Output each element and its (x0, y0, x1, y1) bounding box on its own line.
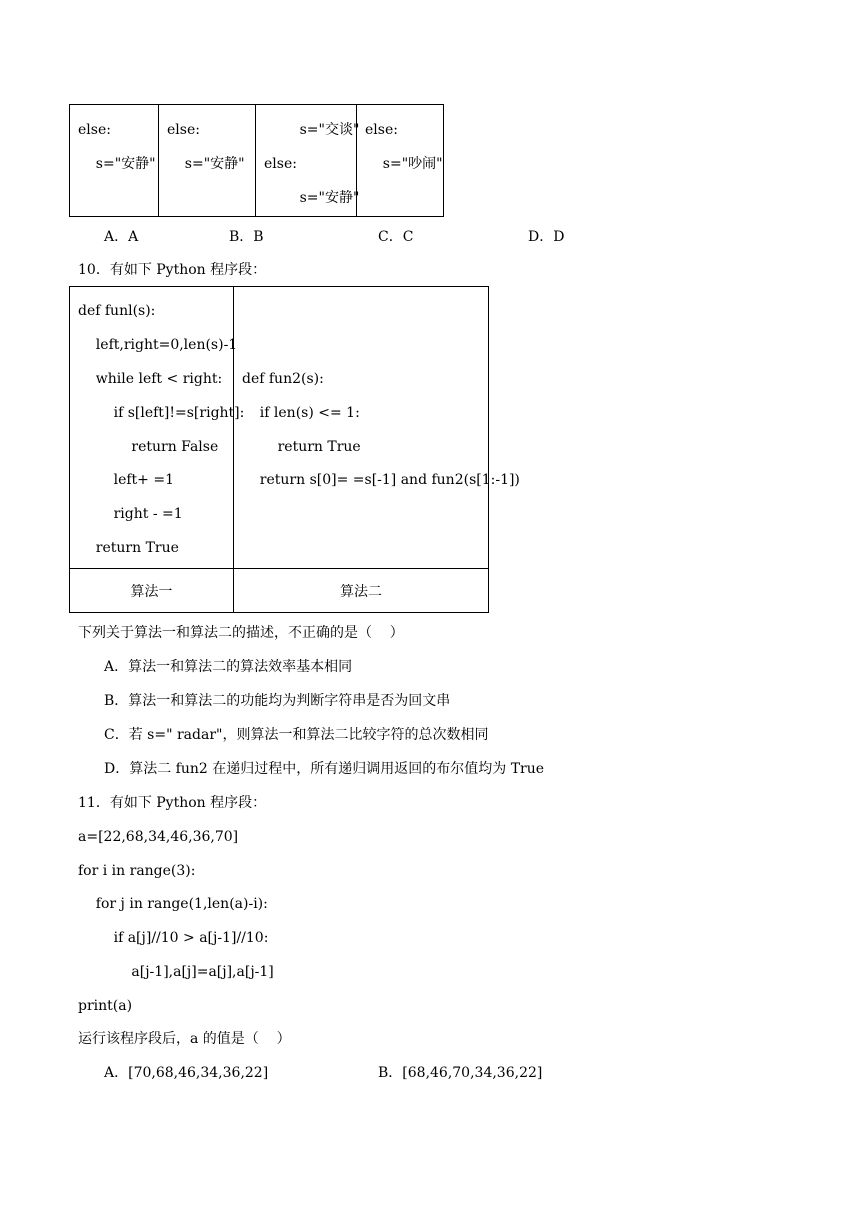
algo1-code-cell (70, 287, 245, 569)
q9-table (69, 104, 444, 217)
q9-option-d: D．D (528, 229, 565, 245)
code-line: left,right=0,len(s)-1 (78, 337, 238, 353)
algo1-label: 算法一 (130, 583, 173, 600)
q10-option-c: C．若 s=" radar"，则算法一和算法二比较字符的总次数相同 (104, 727, 489, 743)
q11-code-line: a=[22,68,34,46,36,70] (78, 829, 239, 845)
q9-cell-a (70, 105, 159, 217)
code-line: else: (365, 122, 398, 138)
q11-option-b: B．[68,46,70,34,36,22] (378, 1065, 543, 1081)
code-line: if len(s) <= 1: (242, 405, 360, 421)
q11-question: 运行该程序段后，a 的值是（ ） (78, 1031, 291, 1047)
code-line: def funl(s): (78, 303, 156, 319)
q11-option-a: A．[70,68,46,34,36,22] (104, 1065, 269, 1081)
code-line: s="安静" (78, 156, 156, 172)
code-line: def fun2(s): (242, 371, 324, 387)
q9-option-c: C．C (378, 229, 414, 245)
q9-cell-c (256, 105, 360, 217)
code-line: if s[left]!=s[right]: (78, 405, 245, 421)
code-line: return s[0]= =s[-1] and fun2(s[1:-1]) (242, 472, 520, 488)
q10-option-a: A．算法一和算法二的算法效率基本相同 (104, 659, 353, 675)
code-line: else: (264, 156, 297, 172)
q9-option-b: B．B (229, 229, 264, 245)
q10-question: 下列关于算法一和算法二的描述，不正确的是（ ） (78, 625, 404, 641)
q10-option-b: B．算法一和算法二的功能均为判断字符串是否为回文串 (104, 693, 451, 709)
code-line: else: (78, 122, 111, 138)
code-line: left+ =1 (78, 472, 174, 488)
code-line: while left < right: (78, 371, 223, 387)
q10-stem: 10．有如下 Python 程序段： (78, 262, 267, 278)
q11-code-line: for i in range(3): (78, 863, 196, 879)
q9-option-a: A．A (104, 229, 139, 245)
q9-cell-b (159, 105, 256, 217)
algo2-code-cell (234, 287, 520, 569)
q11-code-line: if a[j]//10 > a[j-1]//10: (78, 930, 269, 946)
q11-code-line: print(a) (78, 998, 133, 1014)
code-line: s="安静" (264, 190, 360, 206)
code-line: return False (78, 439, 219, 455)
code-line: return True (78, 540, 179, 556)
code-line: s="交谈" (264, 122, 360, 138)
code-line: return True (242, 439, 361, 455)
algo2-label-cell (234, 569, 489, 613)
code-line: else: (167, 122, 200, 138)
q10-table (69, 286, 520, 613)
q11-code-line: for j in range(1,len(a)-i): (78, 896, 268, 912)
code-line: s="吵闹" (365, 156, 443, 172)
code-line: s="安静" (167, 156, 245, 172)
algo1-label-cell (70, 569, 234, 613)
algo2-label: 算法二 (340, 583, 382, 600)
q10-option-d: D．算法二 fun2 在递归过程中，所有递归调用返回的布尔值均为 True (104, 761, 545, 777)
code-line: right - =1 (78, 506, 183, 522)
q9-cell-d (357, 105, 444, 217)
q11-code-line: a[j-1],a[j]=a[j],a[j-1] (78, 964, 274, 980)
q11-stem: 11．有如下 Python 程序段： (78, 795, 267, 811)
